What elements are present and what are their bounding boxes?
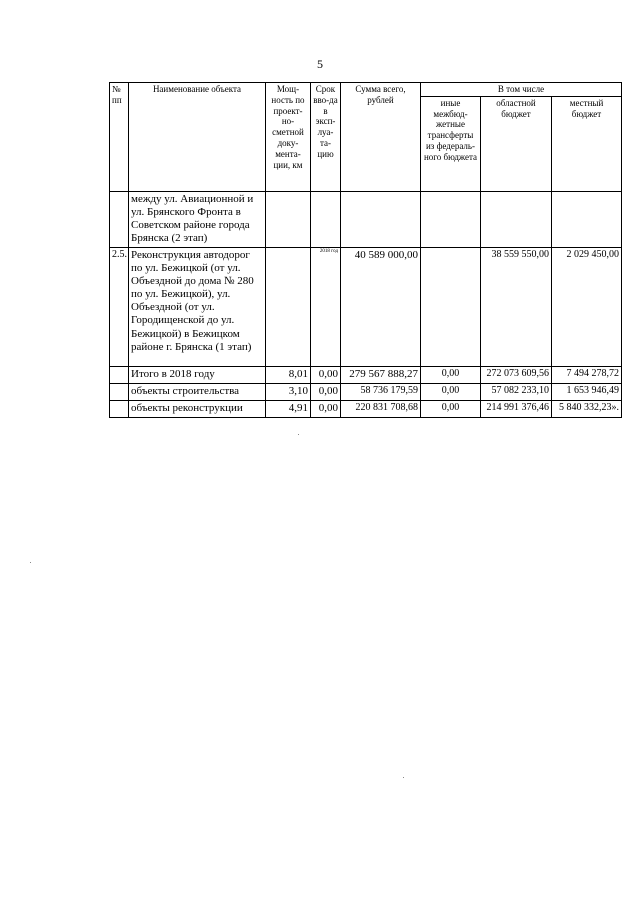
header-including: В том числе [421, 83, 622, 97]
row-name: Итого в 2018 году [129, 366, 266, 383]
table-row [110, 247, 622, 366]
scan-speck [30, 562, 31, 563]
row-capacity: 3,10 [266, 383, 311, 400]
row-name: объекты реконструкции [129, 400, 266, 417]
row-capacity: 4,91 [266, 400, 311, 417]
header-row-1 [110, 83, 622, 97]
header-capacity: Мощ-ность по проект-но-сметной доку-мента-ции, км [266, 83, 311, 192]
page-number: 5 [317, 57, 323, 71]
row-local: 5 840 332,23». [552, 400, 622, 417]
row-local: 2 029 450,00 [552, 247, 622, 366]
header-total: Сумма всего, рублей [341, 83, 421, 192]
table-row [110, 366, 622, 383]
row-term: 2018 год [311, 247, 341, 366]
row-term: 0,00 [311, 366, 341, 383]
header-term: Срок вво-да в эксп-луа-та-цию [311, 83, 341, 192]
row-regional: 272 073 609,56 [481, 366, 552, 383]
row-term: 0,00 [311, 383, 341, 400]
row-total: 58 736 179,59 [341, 383, 421, 400]
header-num: № пп [110, 83, 129, 192]
row-term: 0,00 [311, 400, 341, 417]
row-transfers: 0,00 [421, 400, 481, 417]
row-total: 279 567 888,27 [341, 366, 421, 383]
row-capacity: 8,01 [266, 366, 311, 383]
row-capacity [266, 247, 311, 366]
row-transfers: 0,00 [421, 383, 481, 400]
header-local: местный бюджет [552, 96, 622, 191]
budget-table [109, 82, 622, 418]
row-transfers: 0,00 [421, 366, 481, 383]
scan-speck [403, 777, 404, 778]
row-regional: 214 991 376,46 [481, 400, 552, 417]
header-name: Наименование объекта [129, 83, 266, 192]
header-regional: областной бюджет [481, 96, 552, 191]
header-transfers: иные межбюд-жетные трансферты из федераль-ного бюджета [421, 96, 481, 191]
row-transfers [421, 247, 481, 366]
row-local: 7 494 278,72 [552, 366, 622, 383]
row-total: 220 831 708,68 [341, 400, 421, 417]
row-num: 2.5. [110, 247, 129, 366]
scan-speck [298, 434, 299, 435]
row-name: Реконструкция автодорог по ул. Бежицкой (от ул. Объездной до дома № 280 по ул. Бежицкой), ул. Объездной (от ул. Городищенской до ул. Бежицкой) в Бежицком районе г. Брянска (1 этап) [129, 247, 266, 366]
row-regional: 57 082 233,10 [481, 383, 552, 400]
row-total: 40 589 000,00 [341, 247, 421, 366]
table-row [110, 383, 622, 400]
row-regional: 38 559 550,00 [481, 247, 552, 366]
row-local: 1 653 946,49 [552, 383, 622, 400]
row-name: объекты строительства [129, 383, 266, 400]
row-name: между ул. Авиационной и ул. Брянского Фронта в Советском районе города Брянска (2 этап) [129, 191, 266, 247]
table-row [110, 400, 622, 417]
table-row [110, 191, 622, 247]
